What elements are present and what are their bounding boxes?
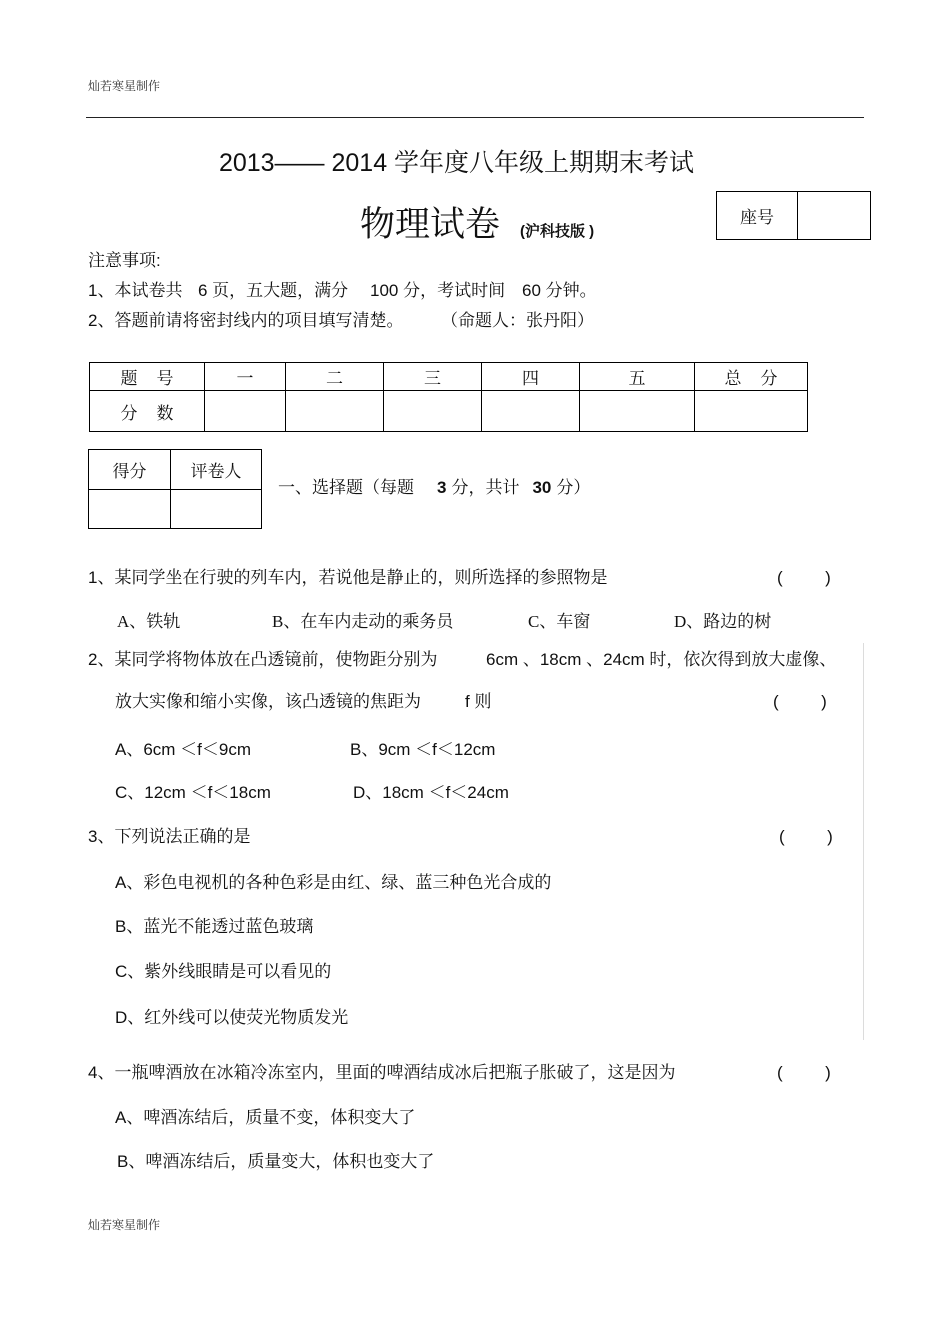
footer-maker: 灿若寒星制作 <box>88 1218 161 1232</box>
q1-option-b: B、在车内走动的乘务员 <box>272 612 454 631</box>
right-margin-line <box>863 643 864 1040</box>
notice-line2-part2: （命题人：张丹阳） <box>441 311 594 330</box>
score-table-score-row <box>90 391 808 432</box>
q1-option-d: D、路边的树 <box>674 612 772 631</box>
q1-stem: 1、某同学坐在行驶的列车内，若说他是静止的，则所选择的参照物是 <box>88 568 608 587</box>
header-rule <box>86 117 864 118</box>
score-header-5: 五 <box>580 363 695 391</box>
score-cell-3 <box>384 391 482 432</box>
notice-line1-part4: 60 分钟。 <box>522 281 597 300</box>
notice-line1-part3: 100 分，考试时间 <box>370 281 506 300</box>
grader-table <box>88 449 262 529</box>
notice-line1-part1: 1、本试卷共 <box>88 281 183 300</box>
q4-stem: 4、一瓶啤酒放在冰箱冷冻室内，里面的啤酒结成冰后把瓶子胀破了，这是因为 <box>88 1063 676 1082</box>
q1-answer-blank: ( ) <box>777 568 831 587</box>
q3-stem: 3、下列说法正确的是 <box>88 827 251 846</box>
grader-score-label: 得分 <box>89 450 171 490</box>
grader-name-label: 评卷人 <box>171 450 262 490</box>
section1-per-score: 3 <box>437 478 447 497</box>
q2-stem-line2-part1: 放大实像和缩小实像，该凸透镜的焦距为 <box>115 692 421 711</box>
q2-stem-line2-part2: f 则 <box>465 692 492 711</box>
seat-box <box>716 191 871 240</box>
q2-stem-line1-part1: 2、某同学将物体放在凸透镜前，使物距分别为 <box>88 650 438 669</box>
section1-total-score: 30 <box>532 478 552 497</box>
notice-heading: 注意事项: <box>88 251 161 270</box>
score-header-3: 三 <box>384 363 482 391</box>
q1-option-c: C、车窗 <box>528 612 591 631</box>
score-cell-1 <box>205 391 286 432</box>
q3-answer-blank: ( ) <box>779 827 833 846</box>
score-row-label: 分 数 <box>90 391 205 432</box>
section1-mid: 分，共计 <box>451 478 520 497</box>
score-header-2: 二 <box>286 363 384 391</box>
q3-option-b: B、蓝光不能透过蓝色玻璃 <box>115 917 314 936</box>
q1-option-a: A、铁轨 <box>117 612 181 631</box>
score-header-total: 总 分 <box>695 363 808 391</box>
header-maker: 灿若寒星制作 <box>88 79 161 93</box>
grader-name-cell <box>171 490 262 529</box>
score-cell-5 <box>580 391 695 432</box>
score-cell-4 <box>482 391 580 432</box>
q3-option-a: A、彩色电视机的各种色彩是由红、绿、蓝三种色光合成的 <box>115 873 552 892</box>
q2-answer-blank: ( ) <box>773 692 827 711</box>
exam-title: 2013—— 2014 学年度八年级上期期末考试 <box>218 149 695 177</box>
score-table <box>89 362 808 432</box>
q3-option-c: C、紫外线眼睛是可以看见的 <box>115 962 332 981</box>
q4-answer-blank: ( ) <box>777 1063 831 1082</box>
q2-option-b: B、9cm ＜f＜12cm <box>350 740 496 759</box>
q2-option-d: D、18cm ＜f＜24cm <box>353 783 509 802</box>
q4-option-b: B、啤酒冻结后，质量变大，体积也变大了 <box>117 1152 435 1171</box>
section1-prefix: 一、选择题（每题 <box>278 478 414 497</box>
score-table-header-row <box>90 363 808 391</box>
notice-line2-part1: 2、答题前请将密封线内的项目填写清楚。 <box>88 311 404 330</box>
score-header-4: 四 <box>482 363 580 391</box>
subject-name: 物理试卷 <box>360 205 501 244</box>
seat-value-cell <box>798 192 871 240</box>
score-header-label: 题 号 <box>90 363 205 391</box>
subject-edition: (沪科技版 ) <box>520 223 595 240</box>
section1-heading <box>278 478 590 498</box>
subject-line <box>360 205 594 245</box>
seat-label: 座号 <box>717 192 798 240</box>
q4-option-a: A、啤酒冻结后，质量不变，体积变大了 <box>115 1108 416 1127</box>
q2-option-c: C、12cm ＜f＜18cm <box>115 783 271 802</box>
section1-suffix: 分） <box>556 478 591 497</box>
q2-option-a: A、6cm ＜f＜9cm <box>115 740 252 759</box>
score-cell-2 <box>286 391 384 432</box>
q3-option-d: D、红外线可以使荧光物质发光 <box>115 1008 349 1027</box>
score-header-1: 一 <box>205 363 286 391</box>
score-cell-total <box>695 391 808 432</box>
grader-score-cell <box>89 490 171 529</box>
q2-stem-line1-part2: 6cm 、18cm 、24cm 时，依次得到放大虚像、 <box>486 650 837 669</box>
notice-line1-part2: 6 页，五大题，满分 <box>198 281 349 300</box>
